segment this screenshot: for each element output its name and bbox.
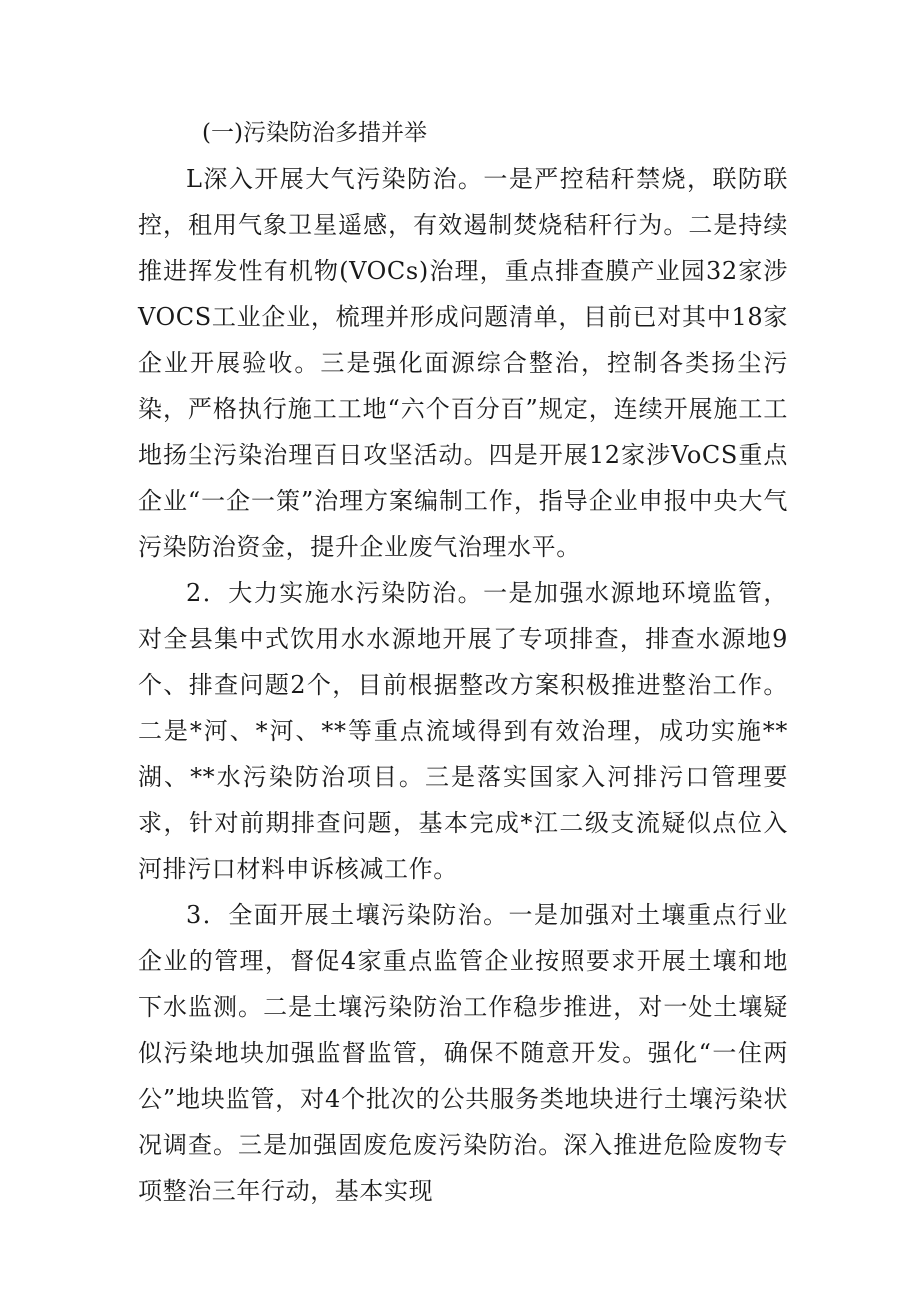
paragraph-water-pollution: 2．大力实施水污染防治。一是加强水源地环境监管，对全县集中式饮用水水源地开展了专项排查，排查水源地9个、排查问题2个，目前根据整改方案积极推进整治工作。二是*河、*河、**等重点流域得到有效治理，成功实施**湖、**水污染防治项目。三是落实国家入河排污口管理要求，针对前期排查问题，基本完成*江二级支流疑似点位入河排污口材料申诉核减工作。 [138,579,788,883]
paragraph-air-pollution: L深入开展大气污染防治。一是严控秸秆禁烧，联防联控，租用气象卫星遥感，有效遏制焚烧秸秆行为。二是持续推进挥发性有机物(VOCs)治理，重点排查膜产业园32家涉VOCS工业企业，梳理并形成问题清单，目前已对其中18家企业开展验收。三是强化面源综合整治，控制各类扬尘污染，严格执行施工工地“六个百分百”规定，连续开展施工工地扬尘污染治理百日攻坚活动。四是开展12家涉VoCS重点企业“一企一策”治理方案编制工作，指导企业申报中央大气污染防治资金，提升企业废气治理水平。 [138,165,788,561]
document-body [138,110,788,1214]
section-heading: (一)污染防治多措并举 [202,120,427,146]
paragraph-soil-pollution: 3．全面开展土壤污染防治。一是加强对土壤重点行业企业的管理，督促4家重点监管企业按照要求开展土壤和地下水监测。二是土壤污染防治工作稳步推进，对一处土壤疑似污染地块加强监督监管，确保不随意开发。强化“一住两公”地块监管，对4个批次的公共服务类地块进行土壤污染状况调查。三是加强固废危废污染防治。深入推进危险废物专项整治三年行动，基本实现 [138,901,788,1205]
